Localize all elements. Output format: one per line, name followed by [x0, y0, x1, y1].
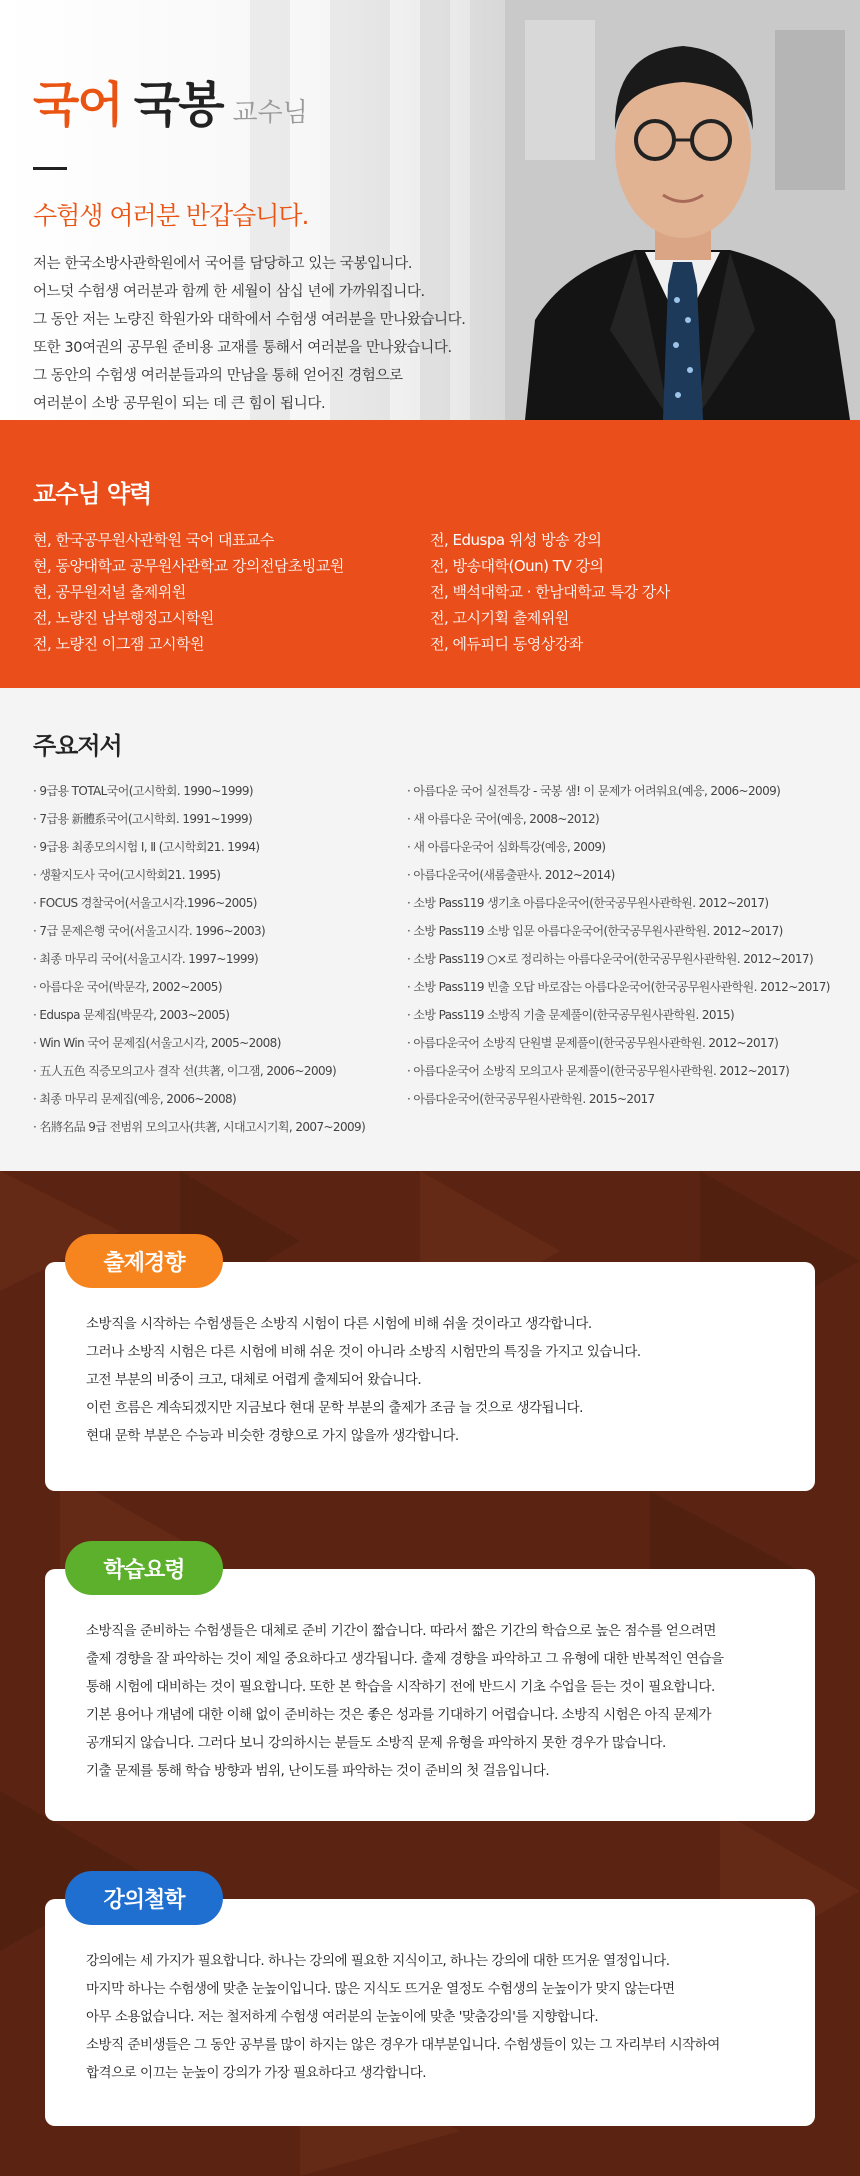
- career-item: 전, 노량진 남부행정고시학원: [33, 609, 214, 627]
- intro-line: 그 동안 저는 노량진 학원가와 대학에서 수험생 여러분을 만나왔습니다.: [33, 312, 466, 328]
- study-tips-card: [45, 1541, 815, 1821]
- book-item: · 아름다운국어 소방직 단원별 문제풀이(한국공무원사관학원. 2012~2017): [407, 1036, 779, 1050]
- career-item: 전, 노량진 이그잼 고시학원: [33, 635, 204, 653]
- book-item: · 최종 마무리 문제집(예응, 2006~2008): [33, 1092, 237, 1106]
- book-item: · 최종 마무리 국어(서울고시각. 1997~1999): [33, 952, 259, 966]
- career-item: 전, 고시기획 출제위원: [430, 609, 569, 627]
- trend-label: 출제경향: [65, 1234, 223, 1288]
- book-item: · FOCUS 경찰국어(서울고시각.1996~2005): [33, 896, 257, 910]
- book-item: · 소방 Pass119 빈출 오답 바로잡는 아름다운국어(한국공무원사관학원. 2012~2017): [407, 980, 830, 994]
- book-item: · 9급용 최종모의시험 Ⅰ, Ⅱ (고시학회21. 1994): [33, 840, 260, 854]
- card-line: 현대 문학 부분은 수능과 비슷한 경향으로 가지 않을까 생각합니다.: [86, 1428, 459, 1444]
- study-tips-card-body: [45, 1569, 815, 1821]
- books-section: [0, 688, 860, 1171]
- career-item: 전, Eduspa 위성 방송 강의: [430, 531, 602, 549]
- book-item: · 아름다운국어(한국공무원사관학원. 2015~2017: [407, 1092, 655, 1106]
- card-line: 기출 문제를 통해 학습 방향과 범위, 난이도를 파악하는 것이 준비의 첫 걸음입니다.: [86, 1763, 550, 1779]
- study-tips-label: 학습요령: [65, 1541, 223, 1595]
- professor-name: 국봉: [133, 77, 223, 133]
- intro-line: 여러분이 소방 공무원이 되는 데 큰 힘이 됩니다.: [33, 396, 326, 412]
- card-line: 아무 소용없습니다. 저는 철저하게 수험생 여러분의 눈높이에 맞춘 '맞춤강의'를 지향합니다.: [86, 2009, 599, 2025]
- book-item: · 아름다운국어(새롬출판사. 2012~2014): [407, 868, 615, 882]
- book-item: · 名將名品 9급 전범위 모의고사(共著, 시대고시기획, 2007~2009): [33, 1120, 366, 1134]
- professor-portrait: [505, 0, 860, 420]
- books-heading: 주요저서: [33, 732, 122, 760]
- intro-line: 또한 30여권의 공무원 준비용 교재를 통해서 여러분을 만나왔습니다.: [33, 340, 452, 356]
- career-column-left: [33, 527, 430, 657]
- card-line: 고전 부분의 비중이 크고, 대체로 어렵게 출제되어 왔습니다.: [86, 1372, 422, 1388]
- book-item: · 생활지도사 국어(고시학회21. 1995): [33, 868, 221, 882]
- book-item: · 소방 Pass119 소방직 기출 문제풀이(한국공무원사관학원. 2015): [407, 1008, 735, 1022]
- book-item: · 五人五色 직증모의고사 결작 선(共著, 이그잼, 2006~2009): [33, 1064, 337, 1078]
- career-column-right: [430, 527, 827, 657]
- philosophy-card-body: [45, 1899, 815, 2126]
- books-column-right: [407, 777, 830, 1141]
- intro-line: 그 동안의 수험생 여러분들과의 만남을 통해 얻어진 경험으로: [33, 368, 403, 384]
- career-item: 현, 한국공무원사관학원 국어 대표교수: [33, 531, 274, 549]
- divider: [33, 167, 67, 170]
- intro-text: [33, 250, 533, 418]
- book-item: · 소방 Pass119 생기초 아름다운국어(한국공무원사관학원. 2012~2017): [407, 896, 769, 910]
- book-item: · 아름다운 국어 실전특강 - 국봉 샘! 이 문제가 어려워요(예응, 2006~2009): [407, 784, 781, 798]
- intro-line: 저는 한국소방사관학원에서 국어를 담당하고 있는 국봉입니다.: [33, 256, 413, 272]
- book-item: · 9급용 TOTAL국어(고시학회. 1990~1999): [33, 784, 254, 798]
- career-columns: [33, 527, 827, 657]
- card-line: 통해 시험에 대비하는 것이 필요합니다. 또한 본 학습을 시작하기 전에 반드시 기초 수업을 듣는 것이 필요합니다.: [86, 1679, 715, 1695]
- card-line: 기본 용어나 개념에 대한 이해 없이 준비하는 것은 좋은 성과를 기대하기 어렵습니다. 소방직 시험은 아직 문제가: [86, 1707, 712, 1723]
- trend-card: [45, 1234, 815, 1491]
- book-item: · 새 아름다운국어 심화특강(예응, 2009): [407, 840, 606, 854]
- card-line: 그러나 소방직 시험은 다른 시험에 비해 쉬운 것이 아니라 소방직 시험만의 특징을 가지고 있습니다.: [86, 1344, 641, 1360]
- philosophy-label: 강의철학: [65, 1871, 223, 1925]
- teaching-section: [0, 1171, 860, 2176]
- book-item: · 7급용 新體系국어(고시학회. 1991~1999): [33, 812, 253, 826]
- card-line: 이런 흐름은 계속되겠지만 지금보다 현대 문학 부분의 출제가 조금 늘 것으로 생각됩니다.: [86, 1400, 583, 1416]
- book-item: · 소방 Pass119 소방 입문 아름다운국어(한국공무원사관학원. 2012~2017): [407, 924, 783, 938]
- career-item: 현, 공무원저널 출제위원: [33, 583, 186, 601]
- professor-title: 교수님: [232, 98, 308, 128]
- trend-card-body: [45, 1262, 815, 1491]
- intro-line: 어느덧 수험생 여러분과 함께 한 세월이 삼십 년에 가까워집니다.: [33, 284, 425, 300]
- career-item: 전, 에듀피디 동영상강좌: [430, 635, 583, 653]
- subject-label: 국어: [33, 77, 122, 133]
- book-item: · 7급 문제은행 국어(서울고시각. 1996~2003): [33, 924, 266, 938]
- card-line: 소방직 준비생들은 그 동안 공부를 많이 하지는 않은 경우가 대부분입니다. 수험생들이 있는 그 자리부터 시작하여: [86, 2037, 720, 2053]
- card-line: 마지막 하나는 수험생에 맞춘 눈높이입니다. 많은 지식도 뜨거운 열정도 수험생의 눈높이가 맞지 않는다면: [86, 1981, 675, 1997]
- book-item: · Win Win 국어 문제집(서울고시각, 2005~2008): [33, 1036, 281, 1050]
- books-column-left: [33, 777, 407, 1141]
- card-line: 합격으로 이끄는 눈높이 강의가 가장 필요하다고 생각합니다.: [86, 2065, 427, 2081]
- card-line: 강의에는 세 가지가 필요합니다. 하나는 강의에 필요한 지식이고, 하나는 강의에 대한 뜨거운 열정입니다.: [86, 1953, 670, 1969]
- card-line: 소방직을 시작하는 수험생들은 소방직 시험이 다른 시험에 비해 쉬울 것이라고 생각합니다.: [86, 1316, 592, 1332]
- profile-hero: [0, 0, 860, 420]
- card-line: 소방직을 준비하는 수험생들은 대체로 준비 기간이 짧습니다. 따라서 짧은 기간의 학습으로 높은 점수를 얻으려면: [86, 1623, 716, 1639]
- philosophy-card: [45, 1871, 815, 2126]
- books-columns: [33, 777, 830, 1141]
- career-item: 현, 동양대학교 공무원사관학교 강의전담초빙교원: [33, 557, 344, 575]
- card-line: 공개되지 않습니다. 그러다 보니 강의하시는 분들도 소방직 문제 유형을 파악하지 못한 경우가 많습니다.: [86, 1735, 666, 1751]
- book-item: · 아름다운 국어(박문각, 2002~2005): [33, 980, 222, 994]
- book-item: · Eduspa 문제집(박문각, 2003~2005): [33, 1008, 230, 1022]
- book-item: · 아름다운국어 소방직 모의고사 문제풀이(한국공무원사관학원. 2012~2017): [407, 1064, 790, 1078]
- book-item: · 새 아름다운 국어(예응, 2008~2012): [407, 812, 600, 826]
- hero-text: [33, 66, 533, 418]
- career-section: [0, 420, 860, 688]
- career-heading: 교수님 약력: [33, 480, 152, 508]
- title-line: [33, 66, 533, 135]
- card-line: 출제 경향을 잘 파악하는 것이 제일 중요하다고 생각됩니다. 출제 경향을 파악하고 그 유형에 대한 반복적인 연습을: [86, 1651, 724, 1667]
- greeting: 수험생 여러분 반갑습니다.: [33, 201, 309, 230]
- career-item: 전, 방송대학(Oun) TV 강의: [430, 557, 604, 575]
- career-item: 전, 백석대학교 · 한남대학교 특강 강사: [430, 583, 670, 601]
- book-item: · 소방 Pass119 ○×로 정리하는 아름다운국어(한국공무원사관학원. 2012~2017): [407, 952, 814, 966]
